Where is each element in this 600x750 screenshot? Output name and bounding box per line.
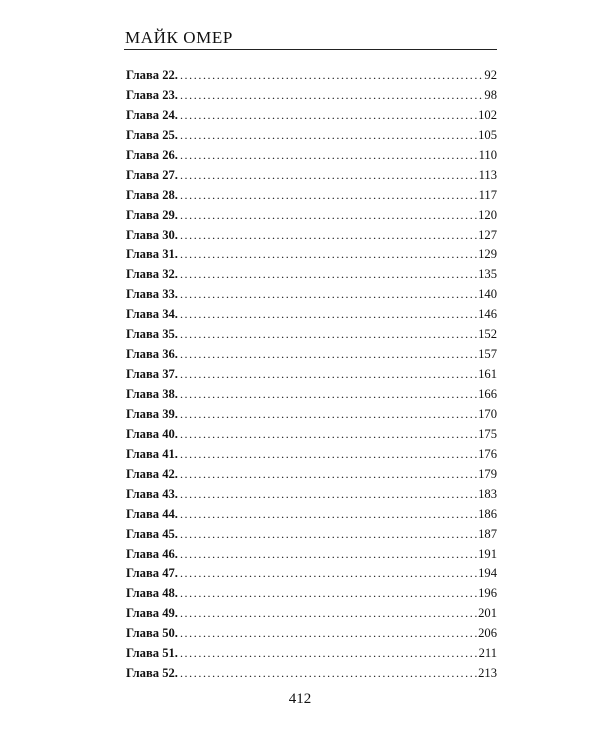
toc-entry-page: 120 <box>478 207 497 222</box>
toc-entry <box>126 126 497 146</box>
dot-leader <box>180 505 477 525</box>
toc-entry <box>126 564 497 584</box>
toc-entry <box>126 345 497 365</box>
dot-leader <box>180 525 477 545</box>
toc-entry-page: 170 <box>478 406 497 421</box>
dot-leader <box>180 305 477 325</box>
toc-entry-page: 176 <box>478 446 497 461</box>
dot-leader <box>180 465 477 485</box>
toc-entry-page: 211 <box>478 646 497 661</box>
toc-entry-label: Глава 34. <box>126 307 178 322</box>
dot-leader <box>180 206 477 226</box>
toc-entry <box>126 106 497 126</box>
dot-leader <box>180 245 477 265</box>
dot-leader <box>180 485 477 505</box>
dot-leader <box>180 66 483 86</box>
running-head: МАЙК ОМЕР <box>125 28 233 47</box>
toc-entry-page: 166 <box>478 387 497 401</box>
dot-leader <box>180 106 477 126</box>
toc-entry-label: Глава 36. <box>126 347 178 362</box>
dot-leader <box>180 425 477 445</box>
toc-entry-label: Глава 39. <box>126 406 178 421</box>
toc-entry <box>126 285 497 305</box>
page-number: 412 <box>288 691 312 707</box>
toc-entry-page: 201 <box>478 606 497 621</box>
toc-entry-label: Глава 52. <box>126 666 178 681</box>
toc-entry-page: 127 <box>478 227 497 242</box>
toc-entry-page: 161 <box>478 367 497 382</box>
toc-entry-page: 186 <box>478 506 497 521</box>
toc-entry <box>126 146 497 166</box>
toc-entry-page: 110 <box>478 147 497 162</box>
toc-entry-page: 146 <box>478 307 497 322</box>
toc-entry <box>126 325 497 345</box>
toc-entry-page: 140 <box>478 287 497 302</box>
dot-leader <box>180 545 477 565</box>
header-rule <box>124 49 497 50</box>
toc-entry-page: 152 <box>478 327 497 342</box>
toc-entry-label: Глава 37. <box>126 367 178 382</box>
toc-entry-label: Глава 24. <box>126 107 178 122</box>
toc-entry-label: Глава 23. <box>126 87 178 102</box>
dot-leader <box>180 166 478 186</box>
dot-leader <box>180 445 477 465</box>
toc-entry-page: 117 <box>478 187 497 202</box>
toc-entry-page: 98 <box>484 87 497 102</box>
dot-leader <box>180 285 477 305</box>
toc-entry <box>126 365 497 385</box>
toc-entry-label: Глава 32. <box>126 267 178 282</box>
toc-entry <box>126 206 497 226</box>
dot-leader <box>180 146 478 166</box>
toc-entry <box>126 545 497 565</box>
dot-leader <box>180 604 477 624</box>
toc-entry-label: Глава 22. <box>126 68 178 82</box>
dot-leader <box>180 644 478 664</box>
toc-entry-label: Глава 42. <box>126 466 178 481</box>
toc-entry-label: Глава 31. <box>126 247 178 262</box>
toc-entry-label: Глава 51. <box>126 646 178 661</box>
toc-entry-page: 92 <box>484 68 497 82</box>
toc-entry-page: 191 <box>478 546 497 561</box>
toc-entry-label: Глава 43. <box>126 486 178 501</box>
toc-entry-label: Глава 38. <box>126 387 178 401</box>
toc-entry <box>126 445 497 465</box>
toc-entry <box>126 425 497 445</box>
toc-entry-label: Глава 30. <box>126 227 178 242</box>
toc-entry-label: Глава 50. <box>126 626 178 641</box>
table-of-contents <box>126 66 497 684</box>
toc-entry-page: 175 <box>478 426 497 441</box>
toc-entry <box>126 604 497 624</box>
toc-entry-label: Глава 41. <box>126 446 178 461</box>
toc-entry-page: 135 <box>478 267 497 282</box>
toc-entry-page: 213 <box>478 666 497 681</box>
toc-entry-label: Глава 47. <box>126 566 178 581</box>
dot-leader <box>180 405 477 425</box>
toc-entry <box>126 405 497 425</box>
toc-entry-label: Глава 40. <box>126 426 178 441</box>
dot-leader <box>180 584 477 604</box>
dot-leader <box>180 186 478 206</box>
toc-entry-label: Глава 48. <box>126 586 178 601</box>
toc-entry <box>126 166 497 186</box>
toc-entry <box>126 265 497 285</box>
toc-entry-page: 102 <box>478 107 497 122</box>
toc-entry-label: Глава 27. <box>126 167 178 182</box>
toc-entry-label: Глава 45. <box>126 526 178 541</box>
toc-entry <box>126 485 497 505</box>
dot-leader <box>180 325 477 345</box>
dot-leader <box>180 265 477 285</box>
dot-leader <box>180 226 477 246</box>
toc-entry-page: 187 <box>478 526 497 541</box>
toc-entry-page: 196 <box>478 586 497 601</box>
toc-entry <box>126 245 497 265</box>
dot-leader <box>180 126 477 146</box>
toc-entry <box>126 525 497 545</box>
dot-leader <box>180 564 477 584</box>
toc-entry-label: Глава 35. <box>126 327 178 342</box>
toc-entry <box>126 584 497 604</box>
toc-entry-page: 105 <box>478 127 497 142</box>
toc-entry-page: 183 <box>478 486 497 501</box>
dot-leader <box>180 345 477 365</box>
toc-entry <box>126 385 497 405</box>
toc-entry-label: Глава 28. <box>126 187 178 202</box>
toc-entry-page: 206 <box>478 626 497 641</box>
toc-entry-page: 179 <box>478 466 497 481</box>
toc-entry <box>126 186 497 206</box>
toc-entry-label: Глава 33. <box>126 287 178 302</box>
toc-entry-page: 194 <box>478 566 497 581</box>
toc-entry-page: 157 <box>478 347 497 362</box>
toc-entry <box>126 664 497 684</box>
toc-entry-label: Глава 26. <box>126 147 178 162</box>
dot-leader <box>180 365 477 385</box>
toc-entry-label: Глава 44. <box>126 506 178 521</box>
dot-leader <box>180 385 477 405</box>
toc-entry <box>126 86 497 106</box>
toc-entry <box>126 465 497 485</box>
toc-entry-page: 129 <box>478 247 497 262</box>
toc-entry-page: 113 <box>478 167 497 182</box>
toc-entry <box>126 305 497 325</box>
toc-entry-label: Глава 46. <box>126 546 178 561</box>
toc-entry <box>126 226 497 246</box>
toc-entry <box>126 66 497 86</box>
dot-leader <box>180 664 477 684</box>
dot-leader <box>180 86 483 106</box>
toc-entry <box>126 624 497 644</box>
toc-entry-label: Глава 25. <box>126 127 178 142</box>
toc-entry <box>126 505 497 525</box>
dot-leader <box>180 624 477 644</box>
toc-entry-label: Глава 29. <box>126 207 178 222</box>
toc-entry <box>126 644 497 664</box>
toc-entry-label: Глава 49. <box>126 606 178 621</box>
